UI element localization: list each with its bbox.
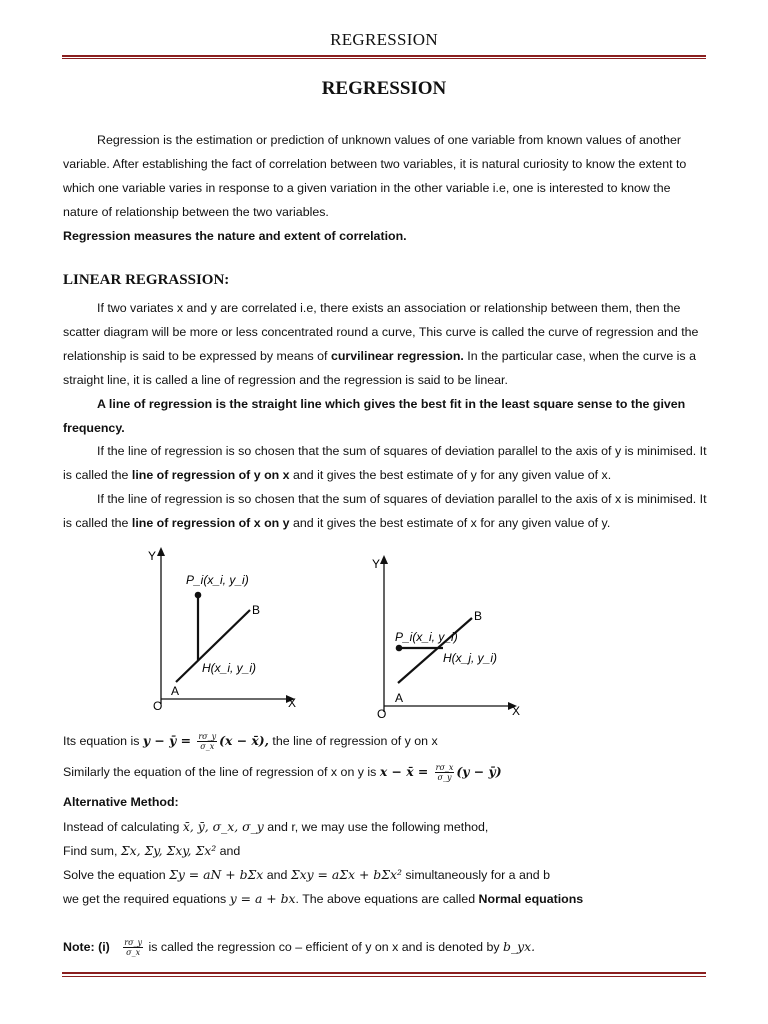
alt-l4-bold: Normal equations — [478, 892, 584, 906]
alt-l2-math: Σx, Σy, Σxy, Σx² — [120, 843, 217, 858]
linear-p1-bold: curvilinear regression. — [330, 349, 464, 363]
note-label: Note: (i) — [63, 939, 110, 954]
page-title: REGRESSION — [321, 78, 447, 99]
note-fraction — [123, 938, 143, 957]
note-numerator: rσ_y — [124, 938, 143, 947]
alt-l3-math-2: Σxy = aΣx + bΣx² — [290, 867, 402, 882]
linear-p4-bold: line of regression of x on y — [131, 516, 290, 530]
alt-l4-text-b: . The above equations are called — [295, 892, 479, 906]
note-symbol: b_yx. — [503, 938, 536, 954]
eq1-lhs: y − ȳ = — [142, 732, 196, 748]
linear-p3-text-b: and it gives the best estimate of y for any given value of x. — [289, 468, 612, 482]
y-axis-label: Y — [148, 549, 157, 563]
alt-l1-text-a: Instead of calculating — [63, 820, 183, 834]
diagram-regression-x-on-y — [362, 552, 532, 722]
line-end-a: A — [171, 684, 180, 698]
alt-l4-math: y = a + bx — [229, 891, 296, 906]
eq1-numerator: rσ_y — [198, 732, 217, 741]
intro-bold-statement: Regression measures the nature and extent of correlation. — [63, 229, 407, 243]
x-axis-label: X — [512, 704, 521, 718]
eq2-prefix: Similarly the equation of the line of regression of x on y is — [63, 764, 380, 779]
linear-p3-bold: line of regression of y on x — [131, 468, 290, 482]
header-rule — [62, 55, 706, 57]
note-denominator: σ_x — [126, 948, 141, 957]
eq2-fraction — [435, 763, 455, 782]
equation-x-on-y — [63, 763, 502, 782]
linear-paragraph-2-bold: A line of regression is the straight line which gives the best fit in the least square sense to the given frequency. — [63, 397, 686, 435]
y-axis-arrow — [157, 547, 165, 556]
alt-l3-text-b: and — [263, 868, 291, 882]
alt-l1-math: x̄, ȳ, σ_x, σ_y — [182, 819, 264, 834]
origin-label: O — [377, 707, 387, 721]
linear-p3-text-a: If the line of regression is so chosen that the sum of squares of deviation parallel to the axis of y is minimised. It is called the — [63, 444, 707, 482]
alt-l3-text-c: simultaneously for a and b — [401, 868, 551, 882]
footer-rule — [62, 972, 706, 974]
eq1-rhs: (x − x̄), — [219, 732, 269, 748]
point-h-label: H(x_i, y_i) — [202, 661, 257, 675]
intro-text: Regression is the estimation or prediction of unknown values of one variable from known values of another variable. After establishing the fact of correlation between two variables, it is natural curiosity to know the extent to which one variable varies in response to a given variation in the other variable i.e, one is interested to know the nature of relationship between the two variables. — [63, 133, 687, 219]
alternative-line-2 — [63, 843, 240, 858]
eq1-prefix: Its equation is — [63, 733, 143, 748]
note-line — [63, 938, 535, 957]
running-header: REGRESSION — [330, 30, 438, 49]
linear-p1-text-b: In the particular case, when the curve is a straight line, it is called a line of regression and the regression is said to be linear. — [63, 349, 696, 387]
eq1-denominator: σ_x — [200, 742, 215, 751]
alternative-line-1 — [63, 819, 488, 834]
alt-l2-text-a: Find sum, — [63, 844, 121, 858]
point-h-label: H(x_j, y_i) — [443, 651, 498, 665]
linear-p1-text-a: If two variates x and y are correlated i.e, there exists an association or relationship between them, then the scatter diagram will be more or less concentrated round a curve, This curve is called the curve of regression and the relationship is said to be expressed by means of — [63, 301, 699, 363]
note-text: is called the regression co – efficient of y on x and is denoted by — [145, 939, 504, 954]
point-p — [396, 645, 403, 652]
linear-p4-text-b: and it gives the best estimate of x for any given value of y. — [289, 516, 611, 530]
equation-y-on-x — [63, 732, 438, 751]
y-axis-label: Y — [372, 557, 381, 571]
eq1-suffix: the line of regression of y on x — [268, 733, 438, 748]
alt-l1-text-b: and r, we may use the following method, — [263, 820, 489, 834]
line-end-b: B — [252, 603, 261, 617]
footer-rule-thin — [62, 976, 706, 977]
diagram-regression-y-on-x — [140, 544, 310, 714]
point-p-label: P_i(x_i, y_i) — [186, 573, 249, 587]
intro-paragraph — [63, 128, 708, 224]
eq2-rhs: (y − ȳ) — [456, 763, 502, 779]
line-end-b: B — [474, 609, 483, 623]
eq2-lhs: x − x̄ = — [379, 763, 433, 779]
linear-paragraph-1 — [63, 296, 708, 392]
alt-l4-text-a: we get the required equations — [63, 892, 230, 906]
linear-p4-text-a: If the line of regression is so chosen that the sum of squares of deviation parallel to the axis of x is minimised. It is called the — [63, 492, 707, 530]
alternative-heading: Alternative Method: — [63, 795, 179, 809]
x-axis-label: X — [288, 696, 297, 710]
alt-l3-math-1: Σy = aN + bΣx — [169, 867, 264, 882]
alternative-line-3 — [63, 867, 550, 882]
point-p-label: P_i(x_i, y_i) — [395, 630, 458, 644]
eq2-denominator: σ_y — [437, 773, 452, 782]
alt-l3-text-a: Solve the equation — [63, 868, 170, 882]
linear-paragraph-4 — [63, 487, 708, 535]
section-heading-linear: LINEAR REGRASSION: — [63, 272, 230, 288]
header-rule-thin — [62, 58, 706, 59]
linear-paragraph-3 — [63, 439, 708, 487]
origin-label: O — [153, 699, 163, 713]
line-end-a: A — [395, 691, 404, 705]
alt-l2-text-b: and — [216, 844, 241, 858]
y-axis-arrow — [380, 555, 388, 564]
eq2-numerator: rσ_x — [435, 763, 454, 772]
eq1-fraction — [197, 732, 217, 751]
alternative-line-4 — [63, 891, 583, 906]
point-p — [195, 592, 202, 599]
